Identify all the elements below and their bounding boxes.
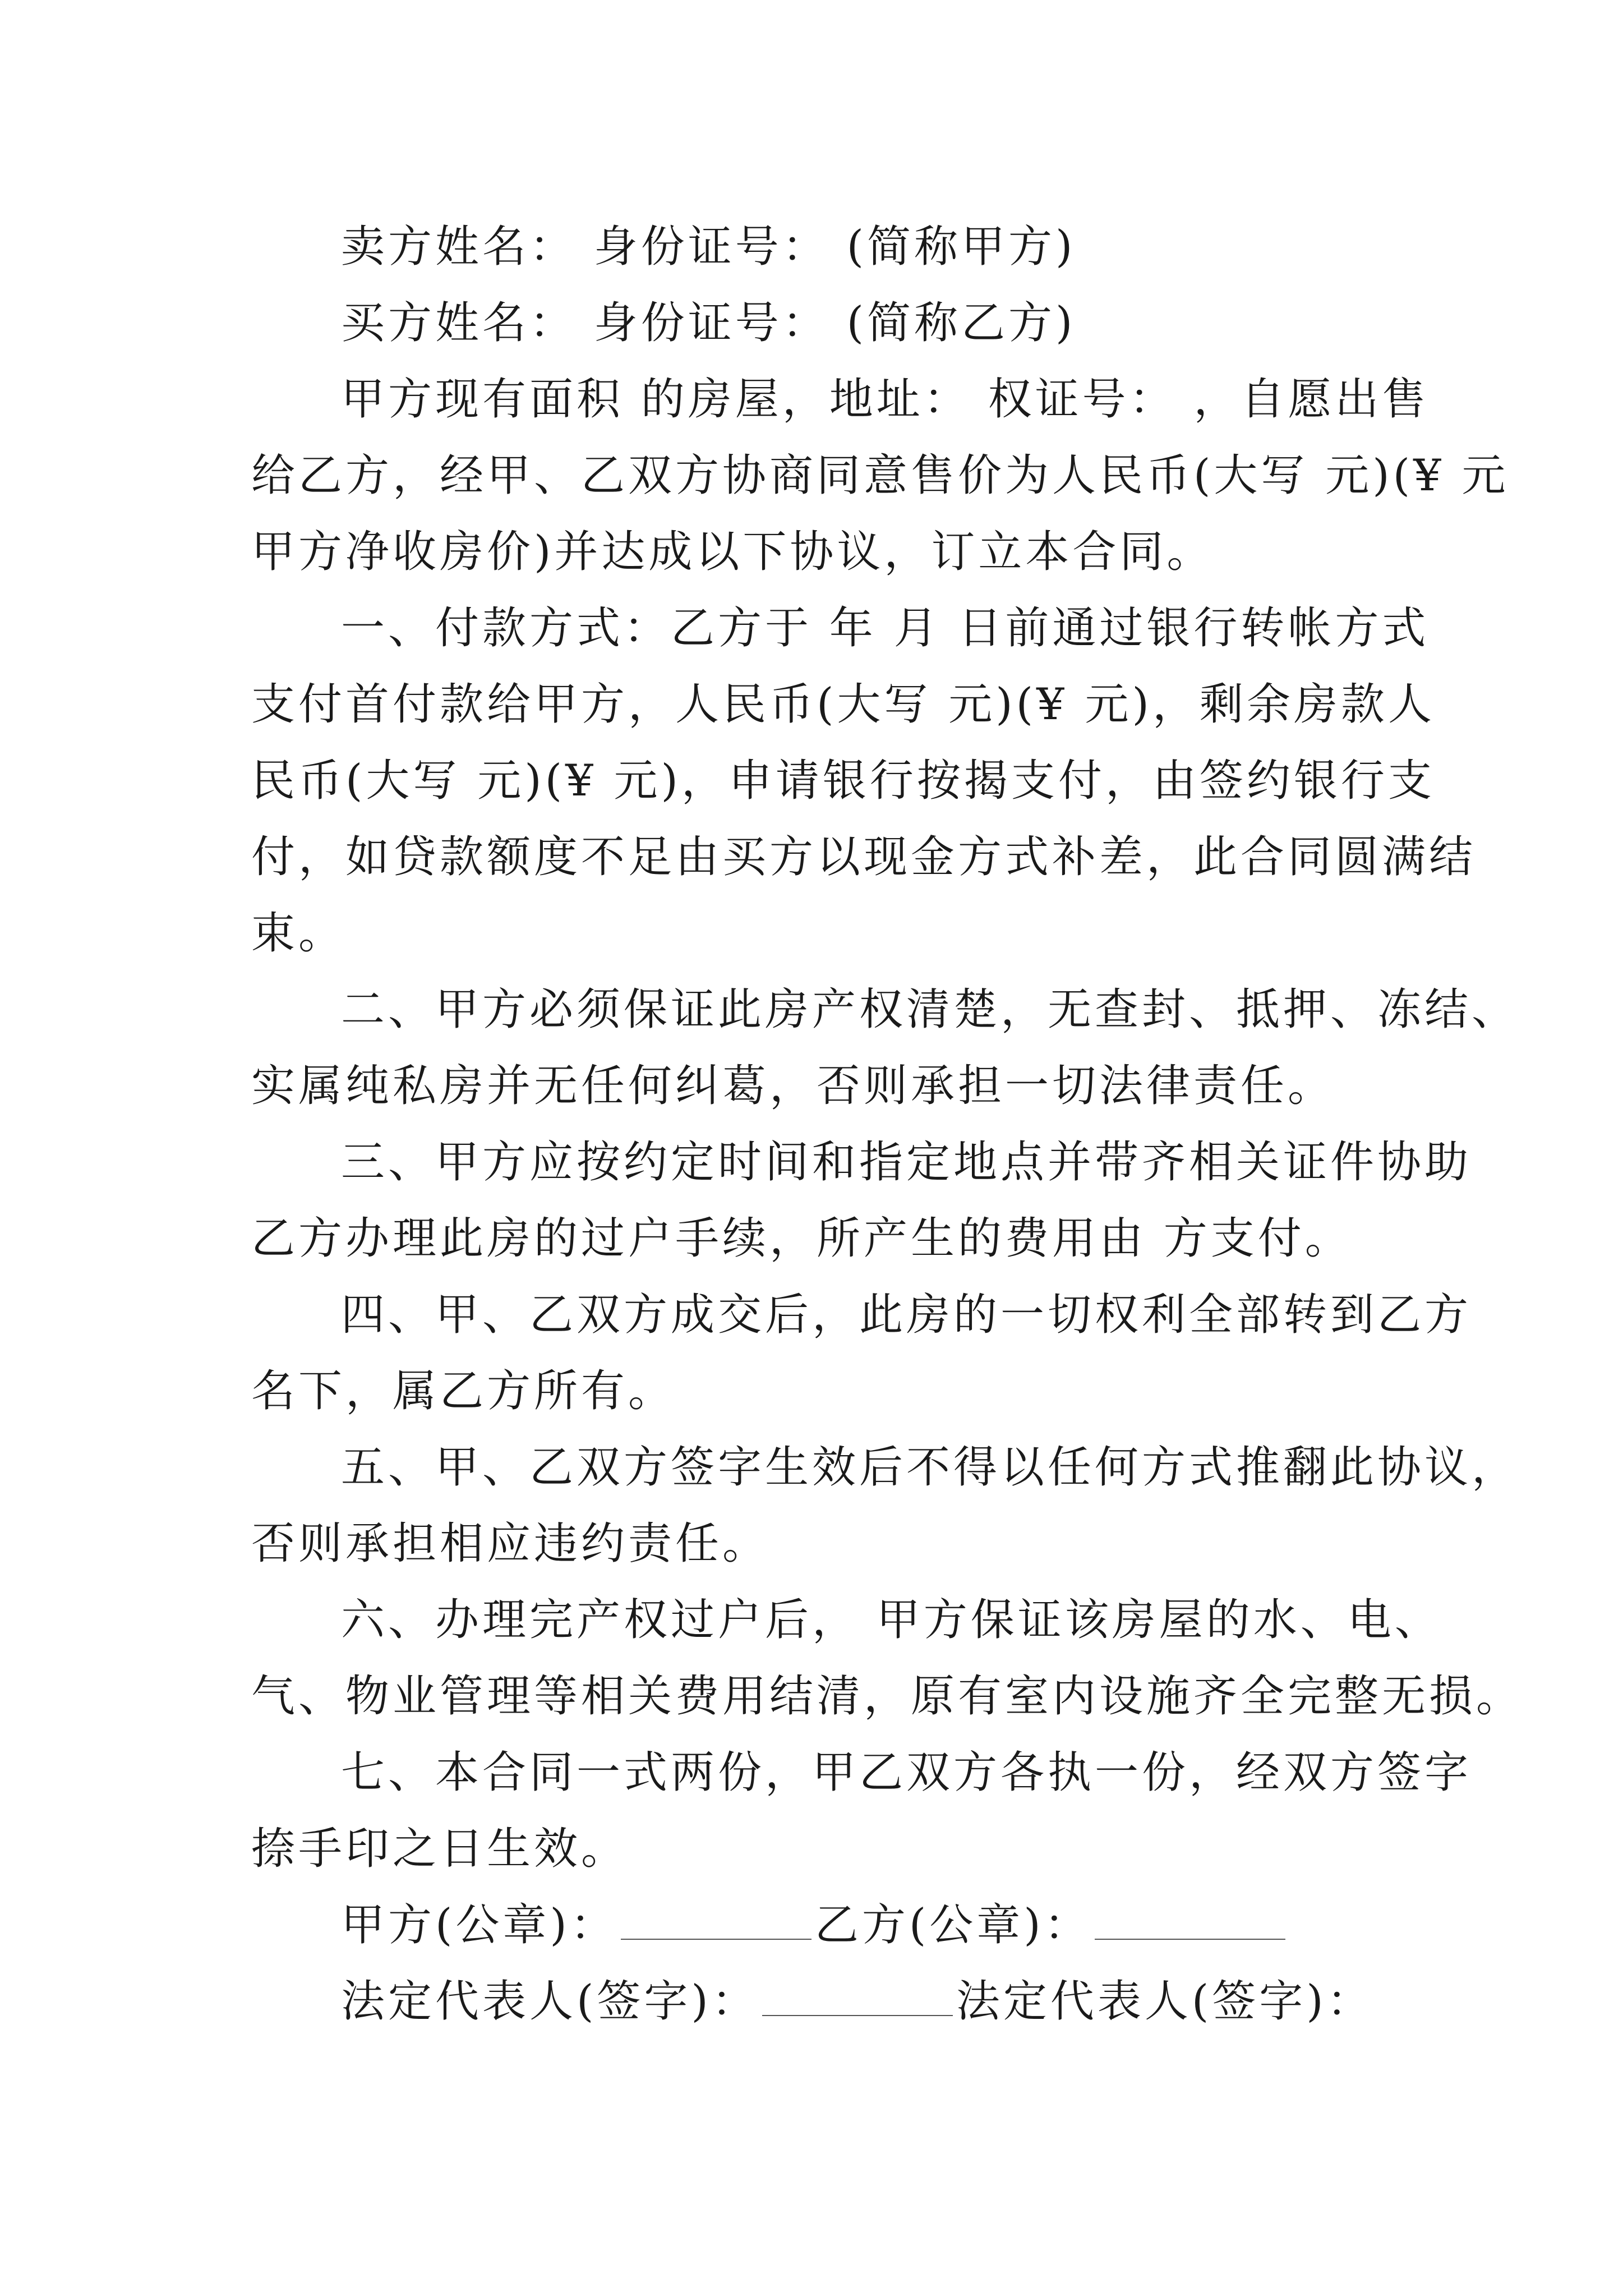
contract-line: 名下，属乙方所有。 — [251, 1366, 676, 1416]
contract-line: 三、甲方应按约定时间和指定地点并带齐相关证件协助 — [341, 1137, 1472, 1188]
contract-line: 卖方姓名： 身份证号： (简称甲方) — [341, 222, 1076, 272]
contract-body — [251, 209, 1524, 2040]
contract-line: 支付首付款给甲方，人民币(大写 元)(¥ 元)，剩余房款人 — [251, 679, 1435, 730]
contract-line: 六、办理完产权过户后， 甲方保证该房屋的水、电、 — [341, 1595, 1442, 1645]
contract-line: 四、甲、乙双方成交后，此房的一切权利全部转到乙方 — [341, 1290, 1472, 1340]
contract-line: 七、本合同一式两份，甲乙双方各执一份，经双方签字 — [341, 1747, 1472, 1798]
rep-a-label: 法定代表人(签字)： — [341, 1976, 759, 2027]
contract-paragraphs — [251, 209, 1524, 1887]
party-a-seal-blank[interactable] — [621, 1899, 811, 1940]
contract-line: 甲方净收房价)并达成以下协议，订立本合同。 — [251, 527, 1214, 577]
party-b-seal-label: 乙方(公章)： — [814, 1900, 1091, 1950]
rep-b-label: 法定代表人(签字)： — [956, 1976, 1374, 2027]
contract-line: 付，如贷款额度不足由买方以现金方式补差，此合同圆满结 — [251, 832, 1477, 882]
contract-line: 买方姓名： 身份证号： (简称乙方) — [341, 298, 1076, 348]
contract-line: 气、物业管理等相关费用结清，原有室内设施齐全完整无损。 — [251, 1671, 1524, 1722]
contract-line: 捺手印之日生效。 — [251, 1824, 629, 1874]
contract-line: 甲方现有面积 的房屋，地址： 权证号： ，自愿出售 — [341, 374, 1430, 425]
contract-line: 民币(大写 元)(¥ 元)，申请银行按揭支付，由签约银行支 — [251, 756, 1435, 806]
rep-a-blank[interactable] — [762, 1976, 953, 2016]
party-b-seal-blank[interactable] — [1095, 1899, 1285, 1940]
seal-row — [251, 1887, 1378, 1963]
contract-line: 束。 — [251, 908, 346, 959]
contract-line: 给乙方，经甲、乙双方协商同意售价为人民币(大写 元)(¥ 元 — [251, 450, 1509, 501]
contract-line: 乙方办理此房的过户手续，所产生的费用由 方支付。 — [251, 1213, 1352, 1264]
contract-line: 五、甲、乙双方签字生效后不得以任何方式推翻此协议， — [341, 1442, 1519, 1493]
contract-line: 二、甲方必须保证此房产权清楚，无查封、抵押、冻结、 — [341, 984, 1519, 1035]
party-a-seal-label: 甲方(公章)： — [341, 1900, 617, 1950]
contract-line: 否则承担相应违约责任。 — [251, 1519, 770, 1569]
contract-line: 实属纯私房并无任何纠葛，否则承担一切法律责任。 — [251, 1061, 1335, 1111]
contract-line: 一、付款方式：乙方于 年 月 日前通过银行转帐方式 — [341, 603, 1430, 654]
representative-row — [251, 1963, 1378, 2040]
